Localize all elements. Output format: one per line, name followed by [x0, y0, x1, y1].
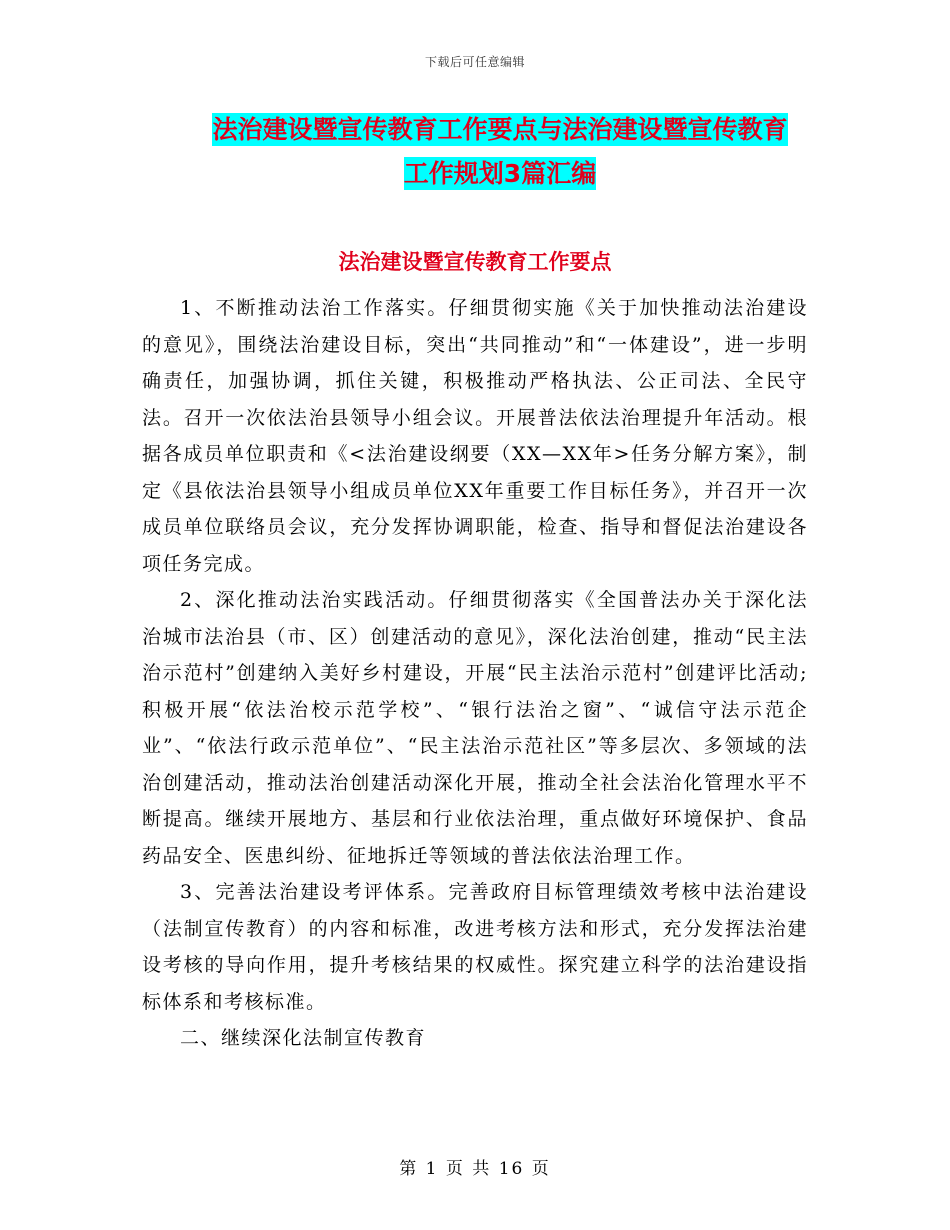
paragraph-1: 1、不断推动法治工作落实。仔细贯彻实施《关于加快推动法治建设的意见》，围绕法治建设目标，突出“共同推动”和“一体建设”，进一步明确责任，加强协调，抓住关键，积极推动严格执法、公正司法、全民守法。召开一次依法治县领导小组会议。开展普法依法治理提升年活动。根据各成员单位职责和《<法治建设纲要（XX—XX年>任务分解方案》，制定《县依法治县领导小组成员单位XX年重要工作目标任务》，并召开一次成员单位联络员会议，充分发挥协调职能，检查、指导和督促法治建设各项任务完成。 [142, 297, 808, 575]
body-text [142, 290, 808, 1057]
paragraph-2: 2、深化推动法治实践活动。仔细贯彻落实《全国普法办关于深化法治城市法治县（市、区）创建活动的意见》，深化法治创建，推动“民主法治示范村”创建纳入美好乡村建设，开展“民主法治示范村”创建评比活动;积极开展“依法治校示范学校”、“银行法治之窗”、“诚信守法示范企业”、“依法行政示范单位”、“民主法治示范社区”等多层次、多领域的法治创建活动，推动法治创建活动深化开展，推动全社会法治化管理水平不断提高。继续开展地方、基层和行业依法治理，重点做好环境保护、食品药品安全、医患纠纷、征地拆迁等领域的普法依法治理工作。 [142, 589, 808, 867]
header-note: 下载后可任意编辑 [424, 55, 525, 69]
section-title: 法治建设暨宣传教育工作要点 [338, 250, 612, 274]
page-footer: 第 1 页 共 16 页 [399, 1159, 551, 1179]
paragraph-4-heading: 二、继续深化法制宣传教育 [180, 1027, 427, 1049]
main-title-line2: 工作规划3篇汇编 [403, 159, 597, 188]
main-title [140, 108, 860, 196]
paragraph-3: 3、完善法治建设考评体系。完善政府目标管理绩效考核中法治建设（法制宣传教育）的内容和标准，改进考核方法和形式，充分发挥法治建设考核的导向作用，提升考核结果的权威性。探究建立科学的法治建设指标体系和考核标准。 [142, 881, 808, 1013]
main-title-line1: 法治建设暨宣传教育工作要点与法治建设暨宣传教育 [212, 115, 788, 144]
